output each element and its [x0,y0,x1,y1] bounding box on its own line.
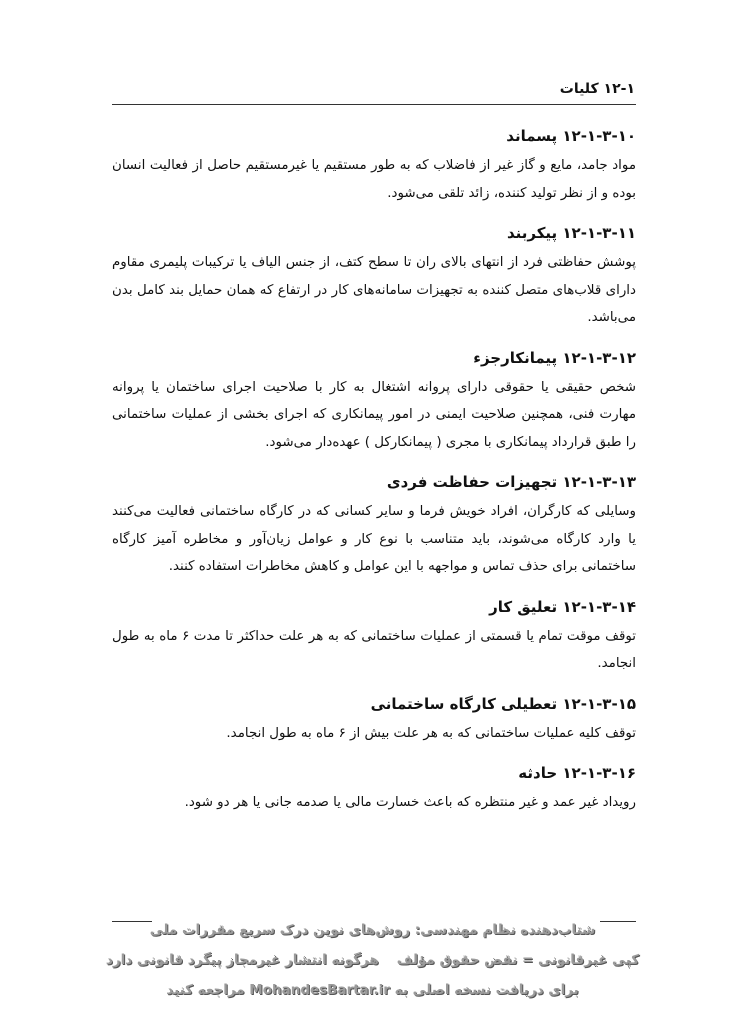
footer-line-1: شتاب‌دهنده نظام مهندسی: روش‌های نوین درک سریع مقررات ملی [149,922,596,938]
section-16 [112,761,636,817]
section-body: شخص حقیقی یا حقوقی دارای پروانه اشتغال به کار با صلاحیت اجرای ساختمان یا پروانه مهارت فنی، همچنین صلاحیت ایمنی در امور پیمانکاری که اجرای بخشی از عملیات ساختمانی را طبق قرارداد پیمانکاری با مجری ( پیمانکارکل ) عهده‌دار می‌شود. [112,379,636,450]
section-14 [112,595,636,678]
section-11 [112,221,636,332]
section-13 [112,470,636,581]
section-heading: ۱۲-۱-۳-۱۴ تعلیق کار [489,597,636,616]
footer-line-3 [100,975,645,1005]
footer-text-before-site: برای دریافت نسخه اصلی به [394,982,579,998]
footer-site-link[interactable]: MohandesBartar.ir [249,982,390,998]
section-heading: ۱۲-۱-۳-۱۰ پسماند [506,127,636,145]
footer-legal-notice: هرگونه انتشار غیرمجاز پیگرد قانونی دارد [105,952,379,968]
section-body: توقف کلیه عملیات ساختمانی که به هر علت بیش از ۶ ماه به طول انجامد. [226,725,636,741]
section-body: مواد جامد، مایع و گاز غیر از فاضلاب که به طور مستقیم یا غیرمستقیم حاصل از فعالیت انسان بوده و از نظر تولید کننده، زائد تلقی می‌شود. [112,158,636,201]
section-heading: ۱۲-۱-۳-۱۶ حادثه [518,764,636,782]
section-body: وسایلی که کارگران، افراد خویش فرما و سایر کسانی که در کارگاه ساختمانی فعالیت می‌کنند یا وارد کارگاه می‌شوند، باید متناسب با نوع کار و عوامل زیان‌آور و مخاطره آمیز کارگاه ساختمانی برای حذف تماس و مواجهه با این عوامل و کاهش مخاطرات استفاده کنند. [112,504,636,574]
page-content [112,124,636,831]
footer-line-2 [100,945,645,975]
section-body: رویداد غیر عمد و غیر منتظره که باعث خسارت مالی یا صدمه جانی یا هر دو شود. [184,795,636,810]
section-heading: ۱۲-۱-۳-۱۵ تعطیلی کارگاه ساختمانی [370,694,636,713]
section-heading: ۱۲-۱-۳-۱۲ پیمانکارجزء [473,348,636,367]
section-12 [112,346,636,457]
footer-text-after-site: مراجعه کنید [166,982,245,998]
section-15 [112,692,636,748]
section-body: پوشش حفاظتی فرد از انتهای بالای ران تا سطح کتف، از جنس الیاف یا ترکیبات پلیمری مقاوم دارای قلاب‌های متصل کننده به تجهیزات سامانه‌های کار در ارتفاع که همان حمایل بند کامل بدن می‌باشد. [112,255,636,325]
footer-watermark [100,915,645,1005]
section-heading: ۱۲-۱-۳-۱۱ پیکربند [506,224,636,242]
footer-copyright-notice: کپی غیرقانونی = نقض حقوق مؤلف [396,952,640,968]
page-header-title: ۱۲-۱ کلیات [559,81,635,97]
section-body: توقف موقت تمام یا قسمتی از عملیات ساختمانی که به هر علت حداکثر تا مدت ۶ ماه به طول انجامد. [112,628,636,671]
section-heading: ۱۲-۱-۳-۱۳ تجهیزات حفاظت فردی [386,473,636,491]
header-divider [112,104,636,105]
section-10 [112,124,636,207]
